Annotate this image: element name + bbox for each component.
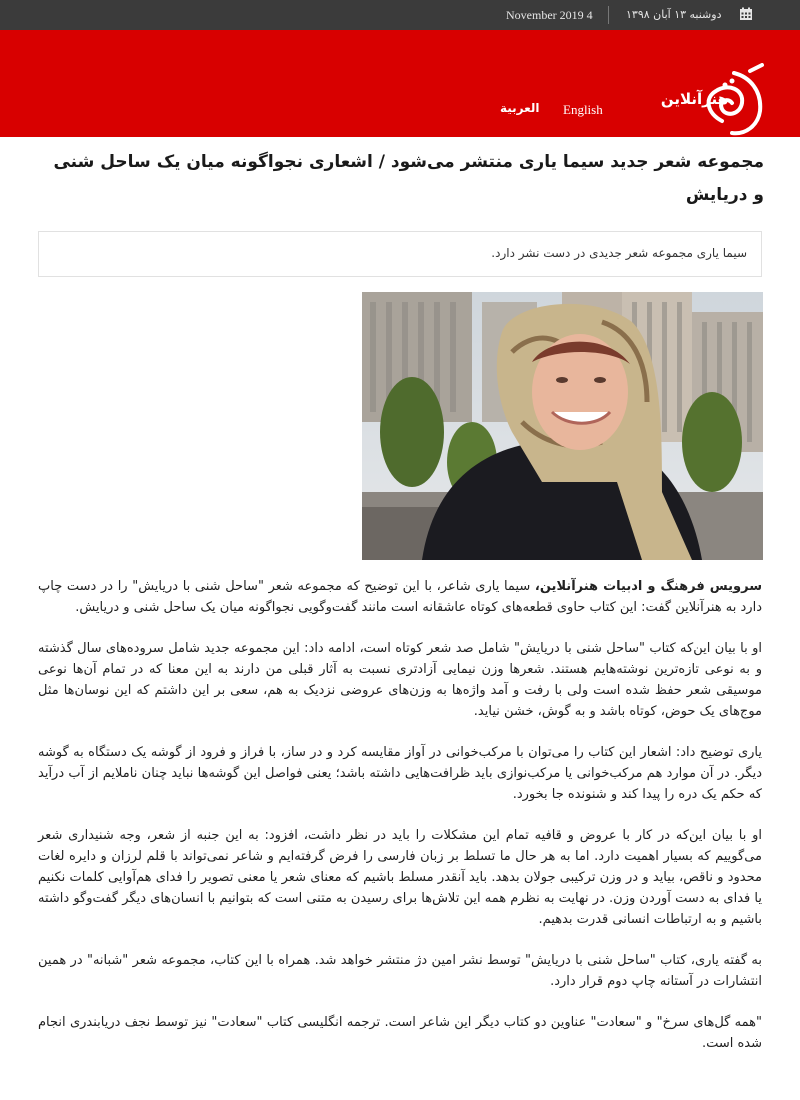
language-arabic-link[interactable]: العربية [500,101,540,115]
article-paragraph-5: به گفته یاری، کتاب "ساحل شنی با دریایش" توسط نشر امین دژ منتشر خواهد شد. همراه با این کتاب، مجموعه شعر "شبانه" در همین انتشارات در آستانه چاپ دوم قرار دارد. [38,953,762,989]
article-paragraph-1-text: سیما یاری شاعر، با این توضیح که مجموعه شعر "ساحل شنی با دریایش" را در دست چاپ دارد به هنرآنلاین گفت: این کتاب حاوی قطعه‌های کوتاه عاشقانه است مانند گفت‌وگویی نجواگونه میان یک ساحل شنی و دریایش. [38,579,762,615]
article-paragraph-1 [38,576,762,618]
date-persian: دوشنبه ۱۳ آبان ۱۳۹۸ [626,8,722,21]
article-lead-box [38,231,762,277]
language-english-link[interactable]: English [563,102,603,117]
site-header [0,30,800,137]
article-paragraph-3: یاری توضیح داد: اشعار این کتاب را می‌توان با مرکب‌خوانی در آواز مقایسه کرد و در ساز، با فراز و فرود از گوشه یک دستگاه به گوشه دیگر. در آن موارد هم مرکب‌خوانی یا مرکب‌نوازی باید ظرافت‌هایی داشته باشد؛ یعنی فواصل این گوشه‌ها نباید چنان ناملایم از آب درآید که حکم یک دره را پیدا کند و شنونده جا بخورد. [38,745,762,802]
article-lead: سیما یاری مجموعه شعر جدیدی در دست نشر دارد. [491,246,747,260]
site-name: هنرآنلاین [660,90,728,108]
date-gregorian: November 2019 4 [506,8,593,22]
article-service-label: سرویس فرهنگ و ادبیات هنرآنلاین، [534,579,762,594]
article-paragraph-4: او با بیان این‌که در کار با عروض و قافیه تمام این مشکلات را باید در نظر داشت، افزود: به این جنبه از شعر، وجه شنیداری شعر می‌گوییم که بسیار اهمیت دارد. اما به هر حال ما تسلط بر زبان فارسی را فرض گرفته‌ایم و شاعر نمی‌تواند با قلم لرزان و دایره لغات محدود و ناقص، بیاید و در وزن ترکیبی جولان بدهد. باید آنقدر مسلط باشیم که معنای شعر یا معنی تصویر را فدای هم‌آوایی کلمات نکنیم یا فدای به دست آوردن وزن. در نهایت به نظرم همه این تلاش‌ها برای رسیدن به متنی است که بتوانیم با انسان‌های دیگر گفت‌وگو داشته باشیم و به ارتباطات انسانی قدرت بدهیم. [38,828,762,927]
article-title: مجموعه شعر جدید سیما یاری منتشر می‌شود / اشعاری نجواگونه میان یک ساحل شنی و دریایش [53,152,764,205]
top-bar [0,0,800,30]
article-body [38,576,762,1074]
poet-portrait-image [362,292,763,560]
date-divider [608,6,609,24]
article-paragraph-6: "همه گل‌های سرخ" و "سعادت" عناوین دو کتاب دیگر این شاعر است. ترجمه انگلیسی کتاب "سعادت" نیز توسط نجف دریابندری انجام شده است. [38,1015,762,1051]
article-photo [362,292,763,560]
article-paragraph-2: او با بیان این‌که کتاب "ساحل شنی با دریایش" شامل صد شعر کوتاه است، ادامه داد: این مجموعه جدید شامل سروده‌های سال گذشته و به نوعی تازه‌ترین نوشته‌هایم هستند. شعرها وزن نیمایی آزادتری نسبت به آثار قبلی من دارند به این معنا که در تمام آن‌ها نوعی موسیقی شعر حفظ شده است ولی با رفت و آمد واژه‌ها به وزن‌های عروضی نزدیک به هم، سعی بر این داشتم که این نوسان‌ها مثل موج‌های یک حوض، کوتاه باشد و به گوش، خشن نیاید. [38,641,762,719]
calendar-icon [739,7,753,21]
